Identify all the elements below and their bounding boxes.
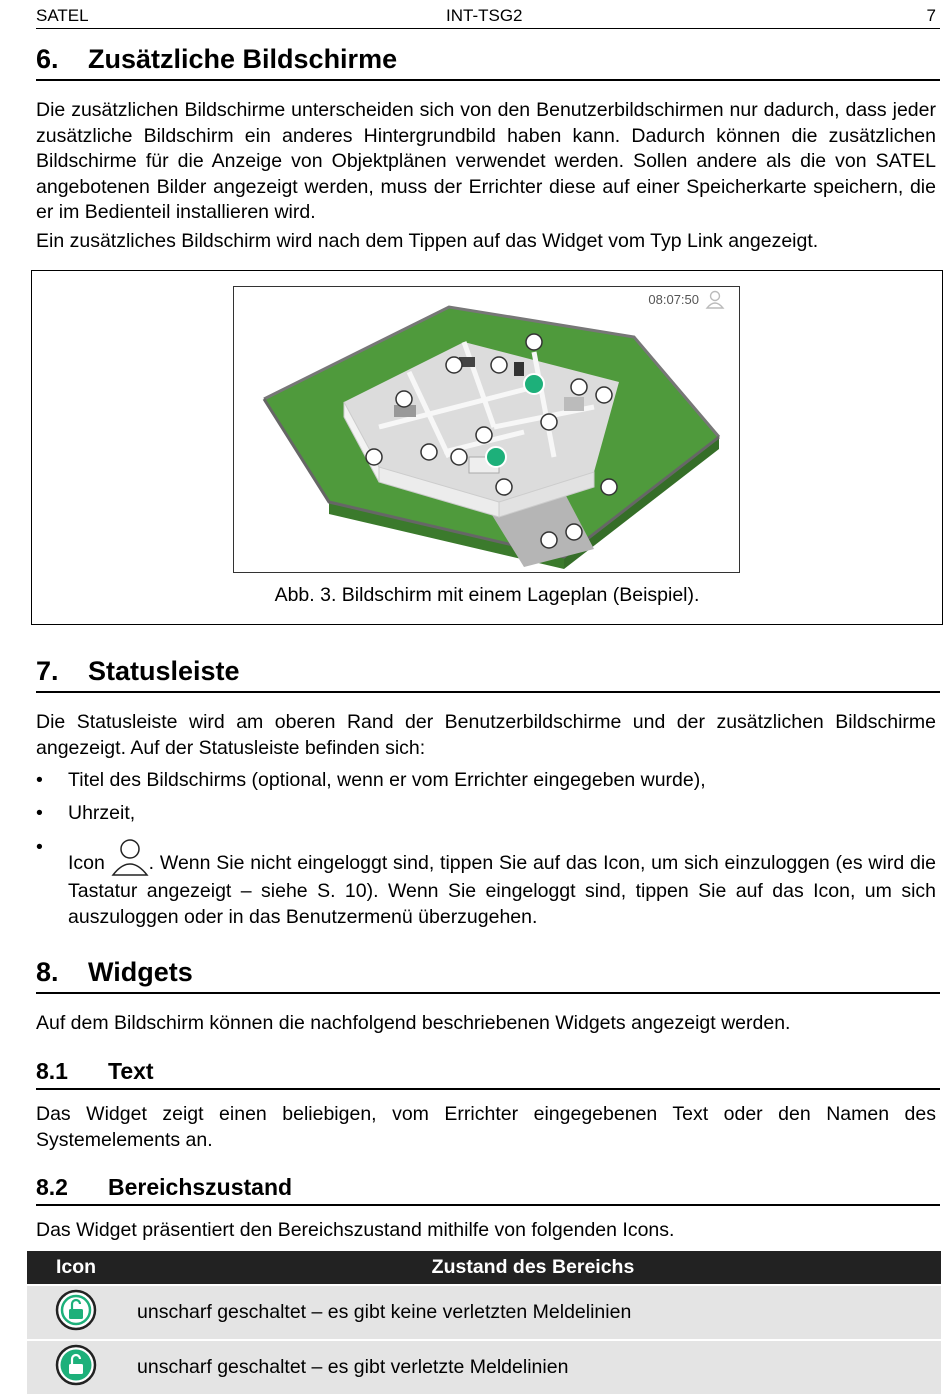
section-8-2-text: Das Widget präsentiert den Bereichszustand mithilfe von folgenden Icons. bbox=[36, 1219, 675, 1241]
header-product: INT-TSG2 bbox=[446, 6, 523, 25]
section-8-2-number: 8.2 bbox=[36, 1174, 68, 1200]
table-header-row bbox=[27, 1251, 941, 1284]
list-item-text: Titel des Bildschirms (optional, wenn er vom Errichter eingegeben wurde), bbox=[68, 769, 706, 791]
section-6-title: Zusätzliche Bildschirme bbox=[88, 44, 398, 74]
list-item-text-pre: Icon bbox=[68, 852, 105, 874]
section-8-intro: Auf dem Bildschirm können die nachfolgend beschriebenen Widgets angezeigt werden. bbox=[36, 1012, 791, 1034]
figure-caption: Abb. 3. Bildschirm mit einem Lageplan (Beispiel). bbox=[274, 584, 700, 606]
floorplan-image bbox=[234, 287, 739, 572]
section-8-2-heading bbox=[36, 1174, 940, 1206]
section-8-2-title: Bereichszustand bbox=[108, 1174, 293, 1200]
list-item bbox=[36, 835, 936, 930]
table-row bbox=[27, 1286, 941, 1339]
list-item-text: Uhrzeit, bbox=[68, 801, 136, 824]
page-header bbox=[36, 6, 940, 29]
column-header-state: Zustand des Bereichs bbox=[125, 1251, 941, 1284]
section-8-1-number: 8.1 bbox=[36, 1058, 68, 1084]
status-bar-clock: 08:07:50 bbox=[648, 292, 699, 307]
figure-box bbox=[31, 270, 943, 625]
table-row bbox=[27, 1341, 941, 1394]
section-7-heading bbox=[36, 656, 940, 693]
section-6-paragraph-1: Die zusätzlichen Bildschirme unterscheiden sich von den Benutzerbildschirmen nur dadurch, dass jeder zusätzliche Bildschirm ein anderes Hintergrundbild haben kann. Dadurch können die zusätzlichen Bildschirme für die Anzeige von Objektplänen verwendet werden. Sollen andere als die von SATEL angebotenen Bilder angezeigt werden, muss der Errichter diese auf einer Speicherkarte speichern, die er im Bedienteil installieren wird. bbox=[36, 99, 936, 223]
section-7-intro: Die Statusleiste wird am oberen Rand der Benutzerbildschirme und der zusätzlichen Bildschirme angezeigt. Auf der Statusleiste befinden sich: bbox=[36, 711, 936, 759]
list-item bbox=[36, 768, 936, 794]
section-8-1-heading bbox=[36, 1058, 940, 1090]
section-6-heading bbox=[36, 44, 940, 81]
section-8-1-text: Das Widget zeigt einen beliebigen, vom Errichter eingegebenen Text oder den Namen des Systemelements an. bbox=[36, 1103, 936, 1151]
section-8-1-title: Text bbox=[108, 1058, 154, 1084]
list-item bbox=[36, 801, 936, 827]
section-7-title: Statusleiste bbox=[88, 656, 240, 686]
floorplan-screen bbox=[233, 286, 740, 573]
section-8-title: Widgets bbox=[88, 957, 193, 987]
list-item-text-post: . Wenn Sie nicht eingeloggt sind, tippen Sie auf das Icon, um sich einzuloggen (es wird die Tastatur angezeigt – siehe S. 10). Wenn Sie eingeloggt sind, tippen Sie auf das Icon, um sich auszuloggen oder in das Benutzermenü überzugehen. bbox=[68, 852, 936, 928]
status-bar-items-list bbox=[36, 768, 936, 930]
header-brand: SATEL bbox=[36, 6, 89, 25]
header-page-number: 7 bbox=[926, 6, 936, 25]
unlocked-outline-icon bbox=[27, 1286, 125, 1339]
area-state-table bbox=[27, 1249, 941, 1396]
section-6-number: 6. bbox=[36, 44, 59, 74]
column-header-icon: Icon bbox=[27, 1251, 125, 1284]
unlocked-filled-icon bbox=[27, 1341, 125, 1394]
section-8-number: 8. bbox=[36, 957, 59, 987]
section-6-paragraph-2: Ein zusätzliches Bildschirm wird nach dem Tippen auf das Widget vom Typ Link angezeigt. bbox=[36, 230, 819, 252]
section-8-heading bbox=[36, 957, 940, 994]
table-cell-state: unscharf geschaltet – es gibt verletzte Meldelinien bbox=[125, 1341, 941, 1394]
user-icon bbox=[111, 835, 149, 879]
table-cell-state: unscharf geschaltet – es gibt keine verletzten Meldelinien bbox=[125, 1286, 941, 1339]
section-7-number: 7. bbox=[36, 656, 59, 686]
